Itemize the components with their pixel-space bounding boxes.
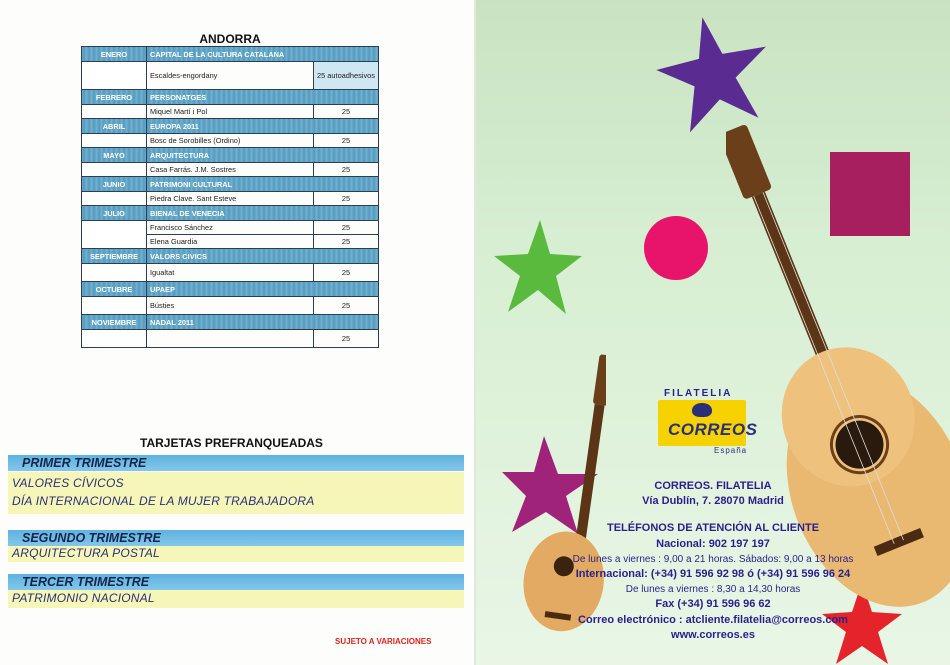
- table-row: [82, 315, 379, 330]
- posthorn-icon: [692, 403, 712, 417]
- theme-cell: NADAL 2011: [147, 315, 379, 330]
- month-cell: ABRIL: [82, 119, 147, 134]
- theme-cell: EUROPA 2011: [147, 119, 379, 134]
- fax-number: Fax (+34) 91 596 96 62: [655, 598, 771, 610]
- month-cell: OCTUBRE: [82, 282, 147, 297]
- qty-cell: 25: [314, 163, 379, 177]
- green-star-icon: [492, 216, 584, 320]
- table-row: [82, 282, 379, 297]
- segundo-trimestre-header: [8, 530, 464, 546]
- qty-cell: 25 autoadhesivos: [314, 62, 379, 90]
- logo-country: España: [714, 446, 748, 455]
- tercer-line: PATRIMONIO NACIONAL: [12, 591, 155, 605]
- phone-nacional: Nacional: 902 197 197: [656, 538, 770, 550]
- month-cell: JULIO: [82, 206, 147, 221]
- item-cell: Piedra Clave. Sant Esteve: [147, 192, 314, 206]
- theme-cell: PERSONATGES: [147, 90, 379, 105]
- hours-national: De lunes a viernes : 9,00 a 21 horas. Sábados: 9,00 a 13 horas: [572, 554, 854, 565]
- item-cell: Miquel Martí i Pol: [147, 105, 314, 119]
- primer-trimestre-body: [8, 472, 464, 514]
- theme-cell: PATRIMONI CULTURAL: [147, 177, 379, 192]
- qty-cell: 25: [314, 330, 379, 348]
- table-row: [82, 177, 379, 192]
- office-name: CORREOS. FILATELIA: [654, 480, 772, 492]
- segundo-line: ARQUITECTURA POSTAL: [12, 546, 160, 560]
- item-cell: Casa Farrás. J.M. Sostres: [147, 163, 314, 177]
- item-cell: Igualtat: [147, 264, 314, 282]
- table-row: [82, 330, 379, 348]
- qty-cell: 25: [314, 264, 379, 282]
- month-cell: FEBRERO: [82, 90, 147, 105]
- month-cell: MAYO: [82, 148, 147, 163]
- table-row: [82, 221, 379, 235]
- table-row: [82, 163, 379, 177]
- table-row: [82, 206, 379, 221]
- sujeto-note: SUJETO A VARIACIONES: [335, 637, 432, 646]
- primer-trimestre-heading: PRIMER TRIMESTRE: [22, 456, 147, 470]
- table-row: [82, 192, 379, 206]
- primer-trimestre-header: [8, 455, 464, 471]
- qty-cell: 25: [314, 192, 379, 206]
- tercer-trimestre-body: [8, 590, 464, 608]
- table-row: [82, 90, 379, 105]
- office-address: Vía Dublín, 7. 28070 Madrid: [642, 495, 784, 507]
- table-row: [82, 119, 379, 134]
- email-address[interactable]: Correo electrónico : atcliente.filatelia@correos.com: [578, 614, 848, 626]
- table-row: [82, 264, 379, 282]
- segundo-trimestre-heading: SEGUNDO TRIMESTRE: [22, 531, 161, 545]
- hours-international: De lunes a viernes : 8,30 a 14,30 horas: [625, 584, 801, 595]
- correos-logo: [658, 388, 758, 456]
- right-page: [476, 0, 950, 665]
- andorra-schedule-table: [81, 46, 379, 348]
- table-row: [82, 47, 379, 62]
- qty-cell: 25: [314, 221, 379, 235]
- tercer-trimestre-heading: TERCER TRIMESTRE: [22, 575, 150, 589]
- item-cell: [147, 330, 314, 348]
- segundo-trimestre-body: [8, 546, 464, 562]
- theme-cell: ARQUITECTURA: [147, 148, 379, 163]
- theme-cell: CAPITAL DE LA CULTURA CATALANA: [147, 47, 379, 62]
- month-cell: SEPTIEMBRE: [82, 249, 147, 264]
- logo-brand: CORREOS: [668, 420, 758, 439]
- filatelia-label: FILATELIA: [664, 388, 733, 399]
- guitar-icon: [726, 112, 950, 665]
- qty-cell: 25: [314, 235, 379, 249]
- qty-cell: 25: [314, 134, 379, 148]
- table-row: [82, 62, 379, 90]
- tercer-trimestre-header: [8, 574, 464, 590]
- item-cell: Bústies: [147, 297, 314, 315]
- item-cell: Francisco Sánchez: [147, 221, 314, 235]
- item-cell: Escaldes-engordany: [147, 62, 314, 90]
- item-cell: Bosc de Sorobilles (Ordino): [147, 134, 314, 148]
- qty-cell: 25: [314, 105, 379, 119]
- table-row: [82, 249, 379, 264]
- month-cell: ENERO: [82, 47, 147, 62]
- phones-title: TELÉFONOS DE ATENCIÓN AL CLIENTE: [606, 522, 820, 534]
- primer-line: DÍA INTERNACIONAL DE LA MUJER TRABAJADORA: [12, 494, 315, 508]
- theme-cell: BIENAL DE VENECIA: [147, 206, 379, 221]
- andorra-title: ANDORRA: [199, 32, 261, 46]
- primer-line: VALORES CÍVICOS: [12, 476, 124, 490]
- theme-cell: UPAEP: [147, 282, 379, 297]
- tarjetas-title: TARJETAS PREFRANQUEADAS: [140, 436, 323, 450]
- phone-internacional: Internacional: (+34) 91 596 92 98 ó (+34) 91 596 96 24: [575, 568, 851, 580]
- table-row: [82, 148, 379, 163]
- month-cell: JUNIO: [82, 177, 147, 192]
- qty-cell: 25: [314, 297, 379, 315]
- website-link[interactable]: www.correos.es: [671, 629, 755, 641]
- table-row: [82, 134, 379, 148]
- pink-circle-icon: [644, 216, 708, 280]
- table-row: [82, 297, 379, 315]
- table-row: [82, 105, 379, 119]
- theme-cell: VALORS CIVICS: [147, 249, 379, 264]
- item-cell: Elena Guardia: [147, 235, 314, 249]
- month-cell: NOVIEMBRE: [82, 315, 147, 330]
